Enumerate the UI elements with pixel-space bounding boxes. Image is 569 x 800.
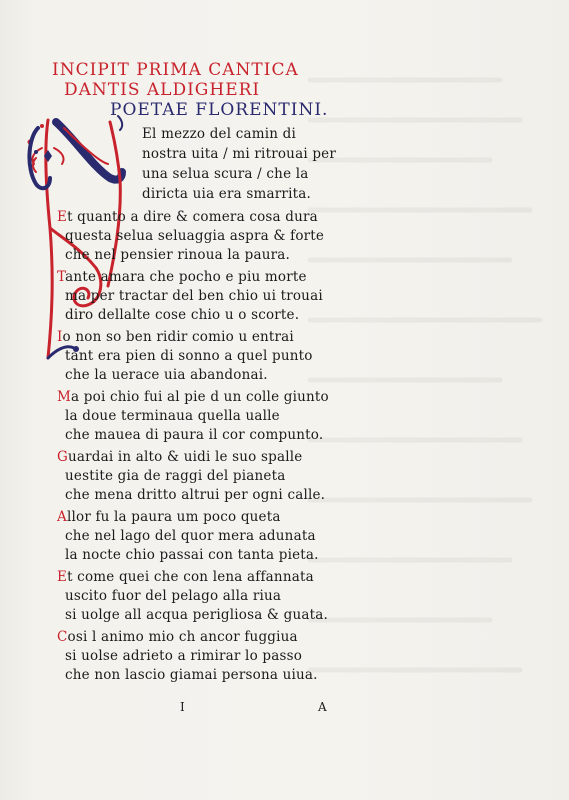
rubric-capital: E bbox=[57, 209, 68, 225]
verse-line: Io non so ben ridir comio u entrai bbox=[57, 329, 294, 345]
verse-line: che la uerace uia abandonai. bbox=[65, 367, 268, 383]
verse-line: la doue terminaua quella ualle bbox=[65, 408, 280, 424]
title-line-3: POETAE FLORENTINI. bbox=[110, 100, 329, 120]
verse-line: Allor fu la paura um poco queta bbox=[57, 509, 281, 525]
rubric-capital: T bbox=[57, 269, 66, 285]
verse-line: Ma poi chio fui al pie d un colle giunto bbox=[57, 389, 329, 405]
verse-line: Guardai in alto & uidi le suo spalle bbox=[57, 449, 303, 465]
verse-line: Et come quei che con lena affannata bbox=[57, 569, 314, 585]
verse-line: che mauea di paura il cor compunto. bbox=[65, 427, 324, 443]
verse-line: una selua scura / che la bbox=[142, 166, 309, 182]
title-line-1: INCIPIT PRIMA CANTICA bbox=[52, 60, 299, 80]
verse-line: questa selua seluaggia aspra & forte bbox=[65, 228, 325, 244]
verse-line: nostra uita / mi ritrouai per bbox=[142, 146, 337, 162]
folio-number: I bbox=[180, 700, 185, 714]
rubric-capital: I bbox=[57, 329, 63, 345]
verse-line: uscito fuor del pelago alla riua bbox=[65, 588, 282, 604]
verse-line: Tante amara che pocho e piu morte bbox=[57, 269, 307, 285]
signature-mark: A bbox=[318, 700, 327, 714]
verse-line: ma per tractar del ben chio ui trouai bbox=[65, 288, 323, 304]
verse-line: uestite gia de raggi del pianeta bbox=[65, 468, 286, 484]
verse-line: El mezzo del camin di bbox=[142, 126, 297, 142]
rubric-capital: G bbox=[57, 449, 68, 465]
verse-line: diricta uia era smarrita. bbox=[142, 186, 311, 202]
verse-line: la nocte chio passai con tanta pieta. bbox=[65, 547, 319, 563]
verse-line: che nel pensier rinoua la paura. bbox=[65, 247, 290, 263]
verse-line: si uolse adrieto a rimirar lo passo bbox=[65, 648, 303, 664]
title-line-2: DANTIS ALDIGHERI bbox=[64, 80, 261, 100]
verse-line: diro dellalte cose chio u o scorte. bbox=[65, 307, 300, 323]
rubric-capital: A bbox=[57, 509, 67, 525]
verse-line: Cosi l animo mio ch ancor fuggiua bbox=[57, 629, 298, 645]
rubric-capital: E bbox=[57, 569, 68, 585]
verse-line: Et quanto a dire & comera cosa dura bbox=[57, 209, 318, 225]
verse-line: tant era pien di sonno a quel punto bbox=[65, 348, 313, 364]
rubric-capital: M bbox=[57, 389, 72, 405]
verse-line: che non lascio giamai persona uiua. bbox=[65, 667, 318, 683]
rubric-capital: C bbox=[57, 629, 68, 645]
verse-line: che nel lago del quor mera adunata bbox=[65, 528, 316, 544]
verse-line: che mena dritto altrui per ogni calle. bbox=[65, 487, 326, 503]
verse-line: si uolge all acqua perigliosa & guata. bbox=[65, 607, 328, 623]
